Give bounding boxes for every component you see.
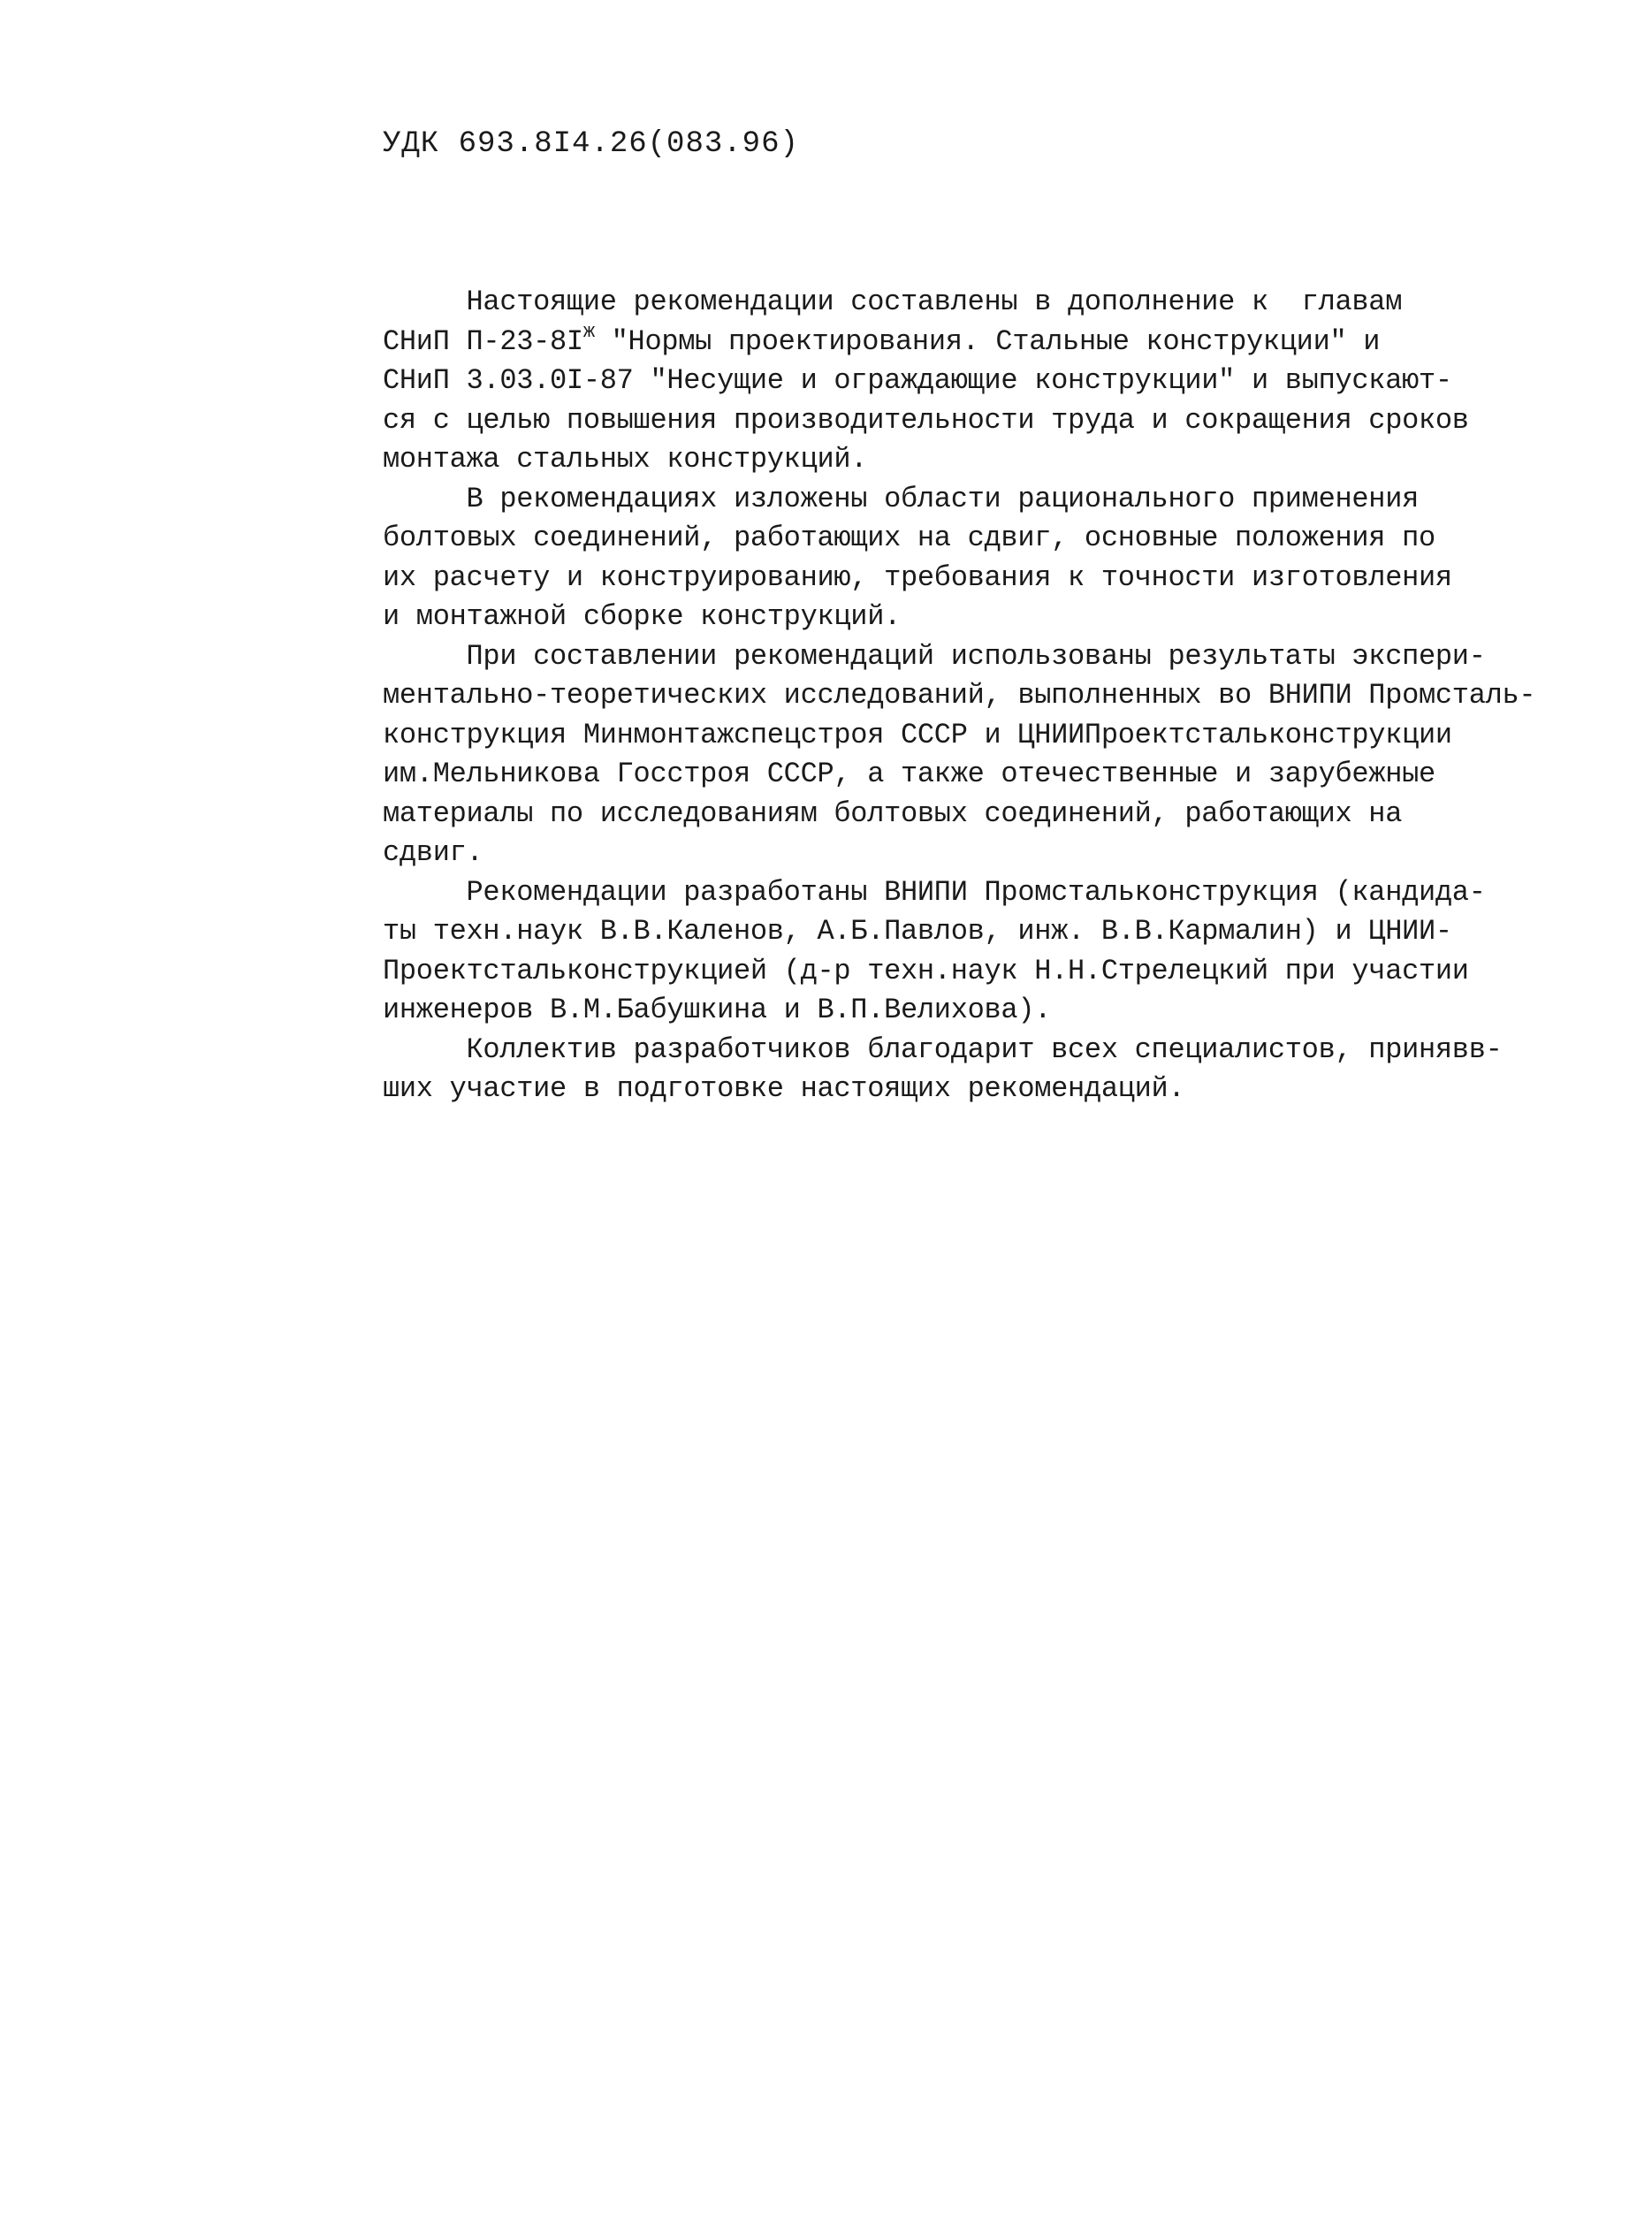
text-line: ших участие в подготовке настоящих рекомендаций. [383, 1072, 1185, 1105]
superscript-mark: ж [582, 320, 595, 343]
text-line: При составлении рекомендаций использованы результаты экспери- [383, 639, 1486, 673]
paragraph-authors [383, 873, 1514, 1031]
paragraph-sources [383, 637, 1536, 873]
paragraph-acknowledgements [383, 1031, 1514, 1109]
text-line: ментально-теоретических исследований, выполненных во ВНИПИ Промсталь- [383, 679, 1536, 712]
paragraph-scope [383, 480, 1514, 637]
text-line: конструкция Минмонтажспецстроя СССР и ЦНИИПроектстальконструкции [383, 718, 1452, 751]
text-line: и монтажной сборке конструкций. [383, 600, 901, 633]
text-line: их расчету и конструированию, требования к точности изготовления [383, 560, 1452, 594]
text-line: инженеров В.М.Бабушкина и В.П.Велихова). [383, 994, 1052, 1026]
text-line: Коллектив разработчиков благодарит всех специалистов, принявв- [383, 1032, 1503, 1066]
text-line: материалы по исследованиям болтовых соединений, работающих на [383, 796, 1403, 830]
text-line: болтовых соединений, работающих на сдвиг, основные положения по [383, 522, 1435, 554]
document-body [383, 283, 1536, 1109]
text-line: "Нормы проектирования. Стальные конструкции" и [594, 324, 1381, 358]
paragraph-intro [383, 283, 1514, 480]
text-line: Рекомендации разработаны ВНИПИ Промстальконструкция (кандида- [383, 875, 1486, 909]
text-line: СНиП П-23-8I [383, 324, 583, 358]
text-line: Проектстальконструкцией (д-р техн.наук Н.Н.Стрелецкий при участии [383, 954, 1469, 987]
udk-code: УДК 693.8I4.26(083.96) [383, 127, 799, 161]
text-line-with-superscript [383, 320, 1514, 362]
text-line: В рекомендациях изложены области рационального применения [383, 482, 1419, 515]
text-line: ся с целью повышения производительности труда и сокращения сроков [383, 403, 1469, 437]
text-line: ты техн.наук В.В.Каленов, А.Б.Павлов, инж. В.В.Кармалин) и ЦНИИ- [383, 915, 1452, 948]
text-line: СНиП 3.03.0I-87 "Несущие и ограждающие конструкции" и выпускают- [383, 364, 1452, 397]
text-line: Настоящие рекомендации составлены в дополнение к главам [383, 286, 1403, 318]
text-line: им.Мельникова Госстроя СССР, а также отечественные и зарубежные [383, 758, 1435, 790]
text-line: сдвиг. [383, 836, 483, 869]
text-line: монтажа стальных конструкций. [383, 443, 868, 476]
